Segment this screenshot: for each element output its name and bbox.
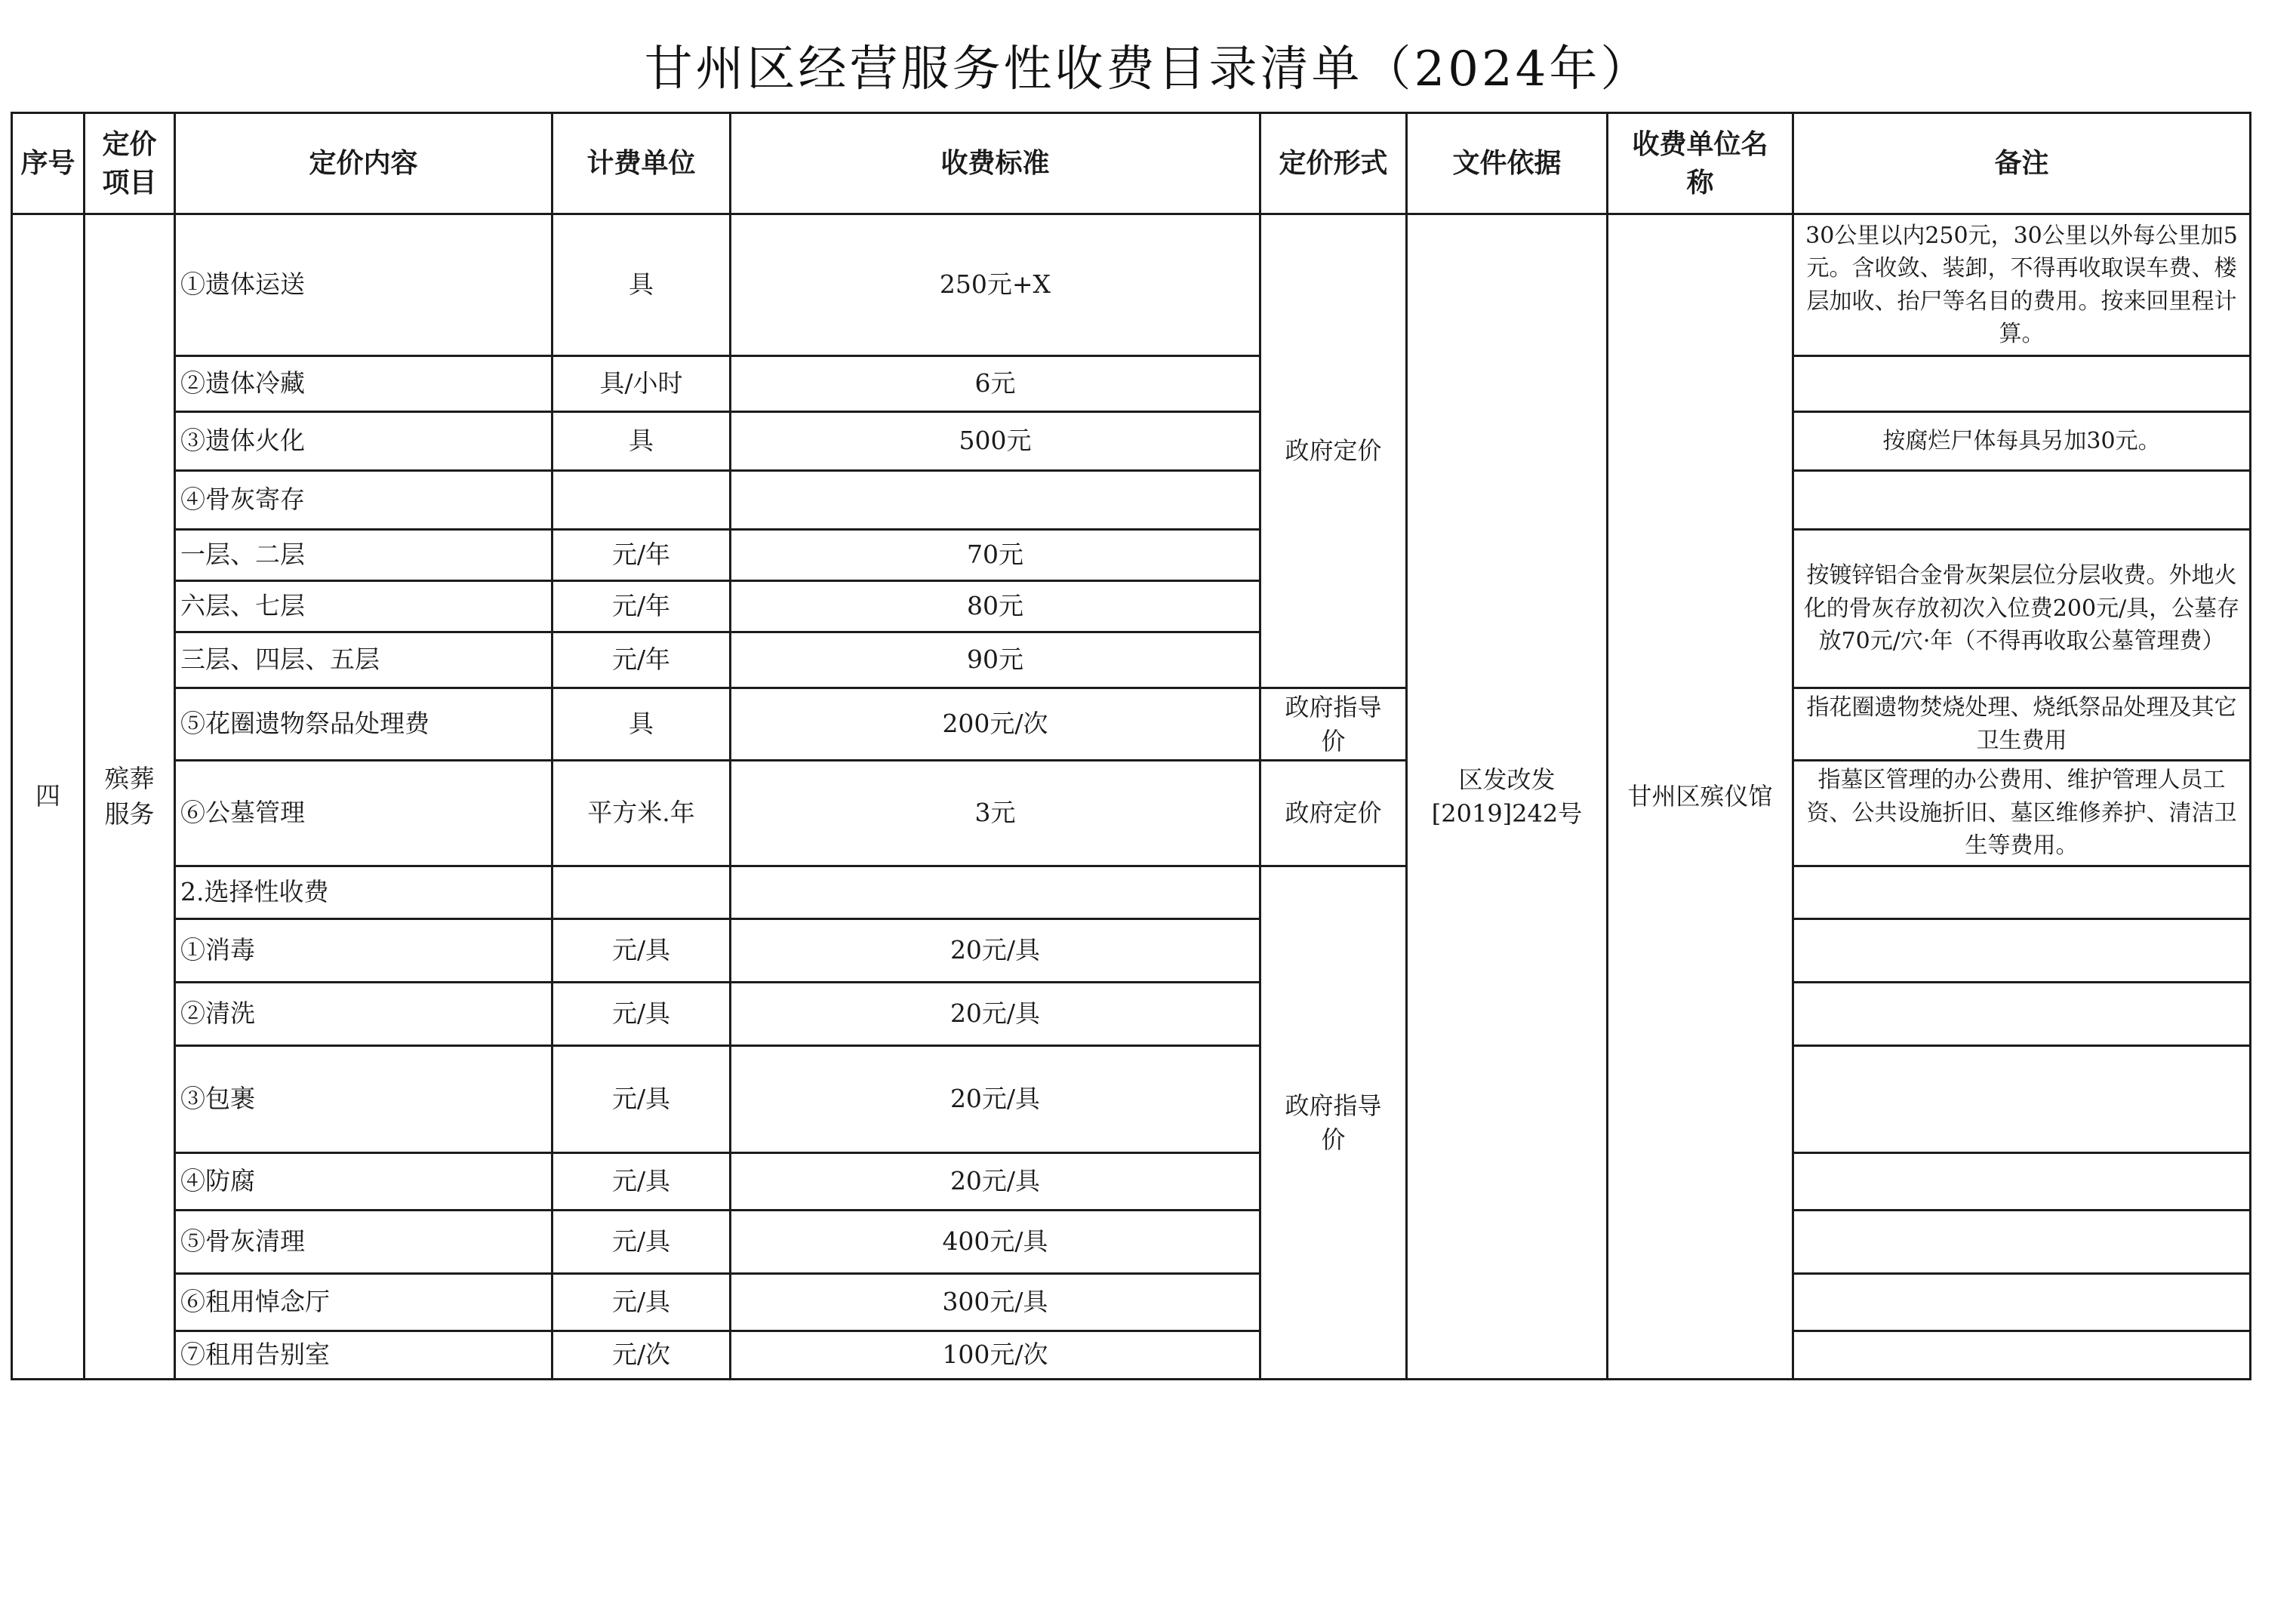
- row-unit: 元/具: [552, 1211, 731, 1274]
- row-standard: 6元: [731, 356, 1260, 412]
- row-unit: 元/具: [552, 919, 731, 983]
- page-title: 甘州区经营服务性收费目录清单（2024年）: [644, 42, 1652, 97]
- row-standard: 400元/具: [731, 1211, 1260, 1274]
- row-content: ⑦租用告别室: [175, 1331, 552, 1380]
- row-content: ①消毒: [175, 919, 552, 983]
- remark-empty: [1793, 471, 2251, 530]
- header-item: 定价项目: [85, 113, 175, 214]
- row-standard: [731, 471, 1260, 530]
- org-name: 甘州区殡仪馆: [1608, 214, 1793, 1380]
- pricing-form-gov-guide: 政府指导价: [1260, 688, 1407, 761]
- table-row: [12, 1211, 2251, 1274]
- row-content: ③包裹: [175, 1046, 552, 1153]
- row-standard: 500元: [731, 412, 1260, 471]
- group-item: 殡葬服务: [85, 214, 175, 1380]
- header-basis: 文件依据: [1407, 113, 1608, 214]
- row-standard: 70元: [731, 530, 1260, 581]
- table-row: [12, 471, 2251, 530]
- row-unit: 元/次: [552, 1331, 731, 1380]
- header-remark: 备注: [1793, 113, 2251, 214]
- row-content: ④骨灰寄存: [175, 471, 552, 530]
- row-content: 三层、四层、五层: [175, 632, 552, 688]
- row-standard: 20元/具: [731, 983, 1260, 1046]
- row-standard: 90元: [731, 632, 1260, 688]
- header-row: [12, 113, 2251, 214]
- remark-empty: [1793, 1046, 2251, 1153]
- table-row: [12, 412, 2251, 471]
- table-row: [12, 530, 2251, 581]
- table-row: [12, 688, 2251, 761]
- row-content: ⑥公墓管理: [175, 761, 552, 866]
- header-org: 收费单位名称: [1608, 113, 1793, 214]
- row-standard: 200元/次: [731, 688, 1260, 761]
- table-row: [12, 214, 2251, 356]
- row-content: ⑤花圈遗物祭品处理费: [175, 688, 552, 761]
- row-unit: 元/具: [552, 1153, 731, 1211]
- row-unit: [552, 866, 731, 919]
- header-form: 定价形式: [1260, 113, 1407, 214]
- row-content: 2.选择性收费: [175, 866, 552, 919]
- row-unit: 元/年: [552, 632, 731, 688]
- row-unit: 平方米.年: [552, 761, 731, 866]
- table-row: [12, 983, 2251, 1046]
- basis-document: 区发改发[2019]242号: [1407, 214, 1608, 1380]
- header-content: 定价内容: [175, 113, 552, 214]
- row-standard: 80元: [731, 581, 1260, 632]
- remark-transport: 30公里以内250元，30公里以外每公里加5元。含收敛、装卸，不得再收取误车费、楼层加收、抬尸等名目的费用。按来回里程计算。: [1793, 214, 2251, 356]
- remark-empty: [1793, 1331, 2251, 1380]
- row-unit: 元/年: [552, 530, 731, 581]
- row-content: 一层、二层: [175, 530, 552, 581]
- header-seq: 序号: [12, 113, 85, 214]
- remark-empty: [1793, 983, 2251, 1046]
- fee-table: [11, 112, 2251, 1380]
- row-unit: 元/具: [552, 1274, 731, 1331]
- row-standard: 3元: [731, 761, 1260, 866]
- pricing-form-gov-price: 政府定价: [1260, 214, 1407, 688]
- row-standard: 20元/具: [731, 1046, 1260, 1153]
- row-standard: 100元/次: [731, 1331, 1260, 1380]
- remark-empty: [1793, 1211, 2251, 1274]
- remark-cremation: 按腐烂尸体每具另加30元。: [1793, 412, 2251, 471]
- row-unit: 元/具: [552, 983, 731, 1046]
- remark-wreath: 指花圈遗物焚烧处理、烧纸祭品处理及其它卫生费用: [1793, 688, 2251, 761]
- group-seq: 四: [12, 214, 85, 1380]
- remark-empty: [1793, 919, 2251, 983]
- table-row: [12, 356, 2251, 412]
- row-unit: 元/年: [552, 581, 731, 632]
- row-content: ①遗体运送: [175, 214, 552, 356]
- remark-ash-storage: 按镀锌铝合金骨灰架层位分层收费。外地火化的骨灰存放初次入位费200元/具，公墓存放70元/穴·年（不得再收取公墓管理费）: [1793, 530, 2251, 688]
- remark-cemetery: 指墓区管理的办公费用、维护管理人员工资、公共设施折旧、墓区维修养护、清洁卫生等费用。: [1793, 761, 2251, 866]
- row-standard: [731, 866, 1260, 919]
- table-row: [12, 761, 2251, 866]
- remark-empty: [1793, 866, 2251, 919]
- row-standard: 300元/具: [731, 1274, 1260, 1331]
- row-unit: 具: [552, 412, 731, 471]
- row-content: ②遗体冷藏: [175, 356, 552, 412]
- table-row: [12, 866, 2251, 919]
- row-content: ⑤骨灰清理: [175, 1211, 552, 1274]
- header-unit: 计费单位: [552, 113, 731, 214]
- table-row: [12, 919, 2251, 983]
- pricing-form-gov-price: 政府定价: [1260, 761, 1407, 866]
- row-unit: 具: [552, 214, 731, 356]
- header-standard: 收费标准: [731, 113, 1260, 214]
- row-content: ④防腐: [175, 1153, 552, 1211]
- row-unit: [552, 471, 731, 530]
- table-row: [12, 1153, 2251, 1211]
- row-content: 六层、七层: [175, 581, 552, 632]
- table-row: [12, 1331, 2251, 1380]
- row-content: ③遗体火化: [175, 412, 552, 471]
- row-unit: 具/小时: [552, 356, 731, 412]
- pricing-form-gov-guide: 政府指导价: [1260, 866, 1407, 1380]
- table-row: [12, 1046, 2251, 1153]
- row-content: ②清洗: [175, 983, 552, 1046]
- remark-empty: [1793, 356, 2251, 412]
- table-row: [12, 1274, 2251, 1331]
- row-content: ⑥租用悼念厅: [175, 1274, 552, 1331]
- remark-empty: [1793, 1153, 2251, 1211]
- row-unit: 具: [552, 688, 731, 761]
- row-standard: 20元/具: [731, 919, 1260, 983]
- row-unit: 元/具: [552, 1046, 731, 1153]
- row-standard: 20元/具: [731, 1153, 1260, 1211]
- remark-empty: [1793, 1274, 2251, 1331]
- row-standard: 250元+X: [731, 214, 1260, 356]
